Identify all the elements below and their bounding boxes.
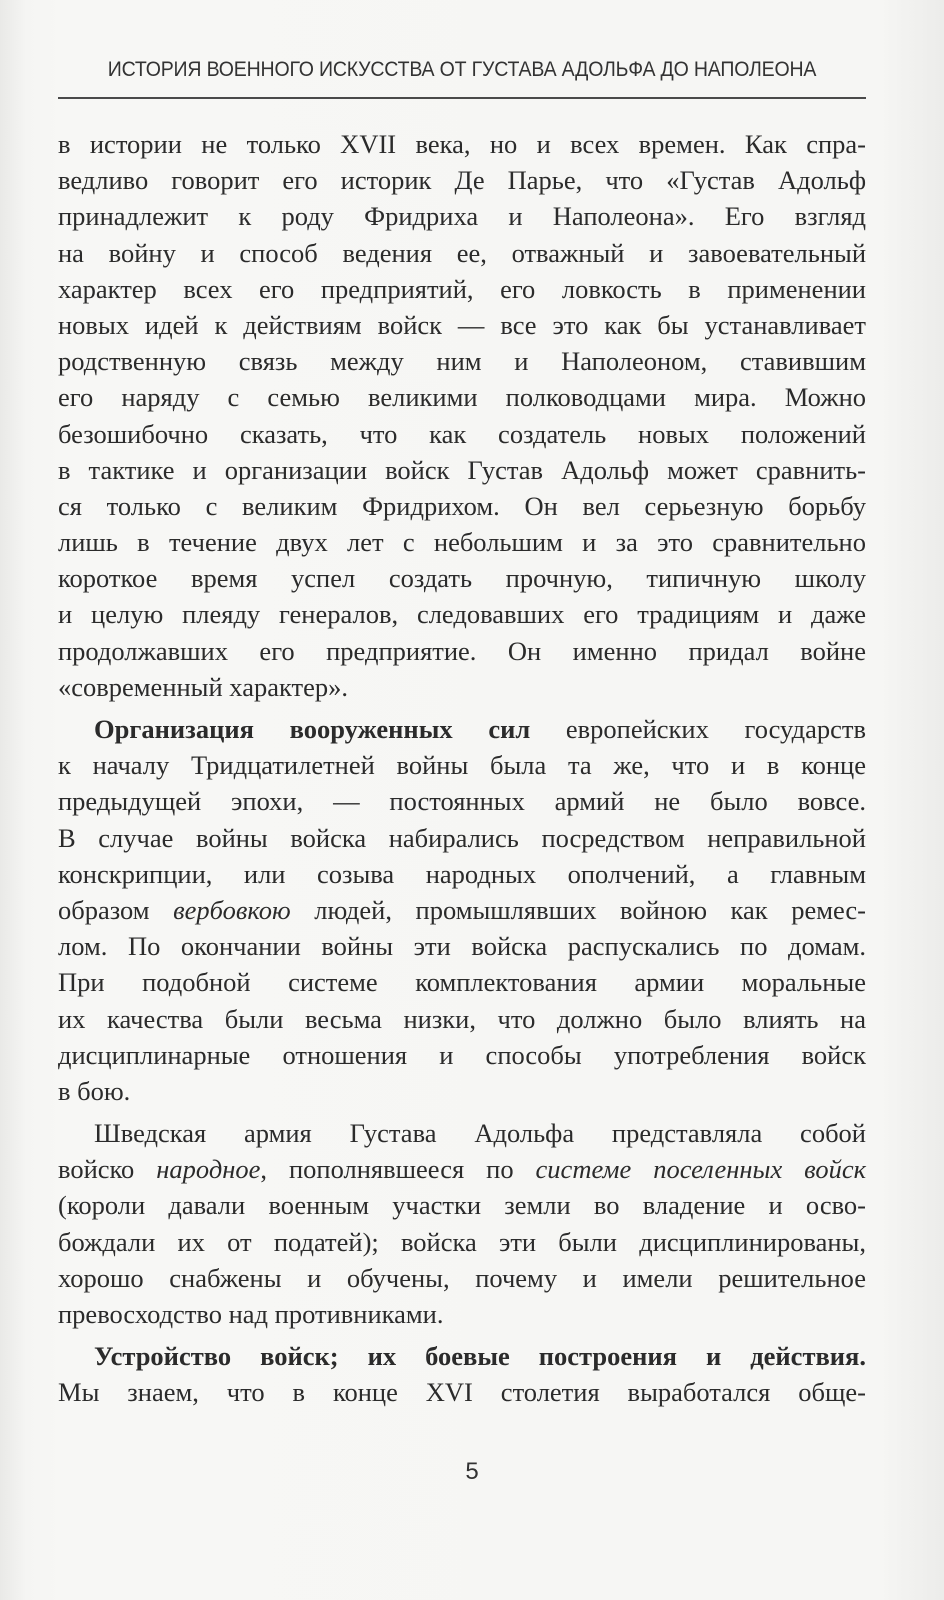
text-line: предыдущей эпохи, — постоянных армий не было вовсе. — [58, 786, 866, 817]
text-line: в тактике и организации войск Густав Адольф может сравнить- — [58, 454, 866, 485]
text-line: к началу Тридцатилетней войны была та же, что и в конце — [58, 750, 866, 781]
text-line: образом вербовкою людей, промышлявших войною как ремес- — [58, 894, 866, 925]
emphasis: вербовкою — [173, 894, 291, 925]
running-header: ИСТОРИЯ ВОЕННОГО ИСКУССТВА ОТ ГУСТАВА АДОЛЬФА ДО НАПОЛЕОНА — [107, 58, 817, 81]
text-line: лом. По окончании войны эти войска распускались по домам. — [58, 931, 866, 962]
text-line: короткое время успел создать прочную, типичную школу — [58, 563, 866, 594]
text-line: (короли давали военным участки земли во владение и осво- — [58, 1190, 866, 1221]
text-line: новых идей к действиям войск — все это как бы устанавливает — [58, 309, 866, 340]
text-line: Организация вооруженных сил европейских государств — [94, 714, 866, 744]
text-line: дисциплинарные отношения и способы употребления войск — [58, 1039, 866, 1070]
text-line: ведливо говорит его историк Де Парье, что «Густав Адольф — [58, 165, 866, 196]
paragraph-1 — [58, 126, 866, 705]
text-line: характер всех его предприятий, его ловкость в применении — [58, 273, 866, 304]
emphasis: системе поселенных войск — [535, 1154, 866, 1185]
text-line: продолжавших его предприятие. Он именно придал войне — [58, 635, 866, 666]
text-line: ся только с великим Фридрихом. Он вел серьезную борьбу — [58, 490, 866, 521]
text-line: Мы знаем, что в конце XVI столетия выработался обще- — [58, 1377, 866, 1408]
text-line: превосходство над противниками. — [58, 1299, 444, 1329]
text-line: бождали их от податей); войска эти были дисциплинированы, — [58, 1226, 866, 1257]
text-line: родственную связь между ним и Наполеоном, ставившим — [58, 346, 866, 377]
page-number: 5 — [465, 1458, 479, 1485]
text-line: принадлежит к роду Фридриха и Наполеона». Его взгляд — [58, 201, 866, 232]
text-line: лишь в течение двух лет с небольшим и за это сравнительно — [58, 527, 866, 558]
paragraph-3 — [58, 1115, 866, 1332]
text-line: хорошо снабжены и обучены, почему и имели решительное — [58, 1262, 866, 1293]
body-text — [58, 126, 866, 1411]
text-line: его наряду с семью великими полководцами мира. Можно — [58, 382, 866, 413]
text-line: войско народное, пополнявшееся по системе поселенных войск — [58, 1154, 866, 1185]
text-line: в бою. — [58, 1075, 131, 1106]
header-rule — [58, 97, 866, 99]
text-line: безошибочно сказать, что как создатель новых положений — [58, 418, 866, 449]
text-line: Шведская армия Густава Адольфа представляла собой — [94, 1118, 866, 1149]
section-heading: Устройство войск; их боевые построения и действия. — [94, 1341, 866, 1372]
text-line: «современный характер». — [58, 671, 348, 702]
text-line: и целую плеяду генералов, следовавших его традициям и даже — [58, 599, 866, 630]
section-lead: Организация вооруженных сил — [94, 714, 531, 744]
text-line: на войну и способ ведения ее, отважный и завоевательный — [58, 237, 866, 268]
emphasis: народное — [156, 1154, 261, 1185]
text-line: В случае войны войска набирались посредством неправильной — [58, 822, 866, 853]
text-line: конскрипции, или созыва народных ополчений, а главным — [58, 858, 866, 889]
text-line: их качества были весьма низки, что должно было влиять на — [58, 1003, 866, 1034]
text-line: в истории не только XVII века, но и всех времен. Как спра- — [58, 129, 866, 159]
text-line: При подобной системе комплектования армии моральные — [58, 967, 866, 998]
paragraph-4 — [58, 1338, 866, 1410]
paragraph-2 — [58, 711, 866, 1109]
